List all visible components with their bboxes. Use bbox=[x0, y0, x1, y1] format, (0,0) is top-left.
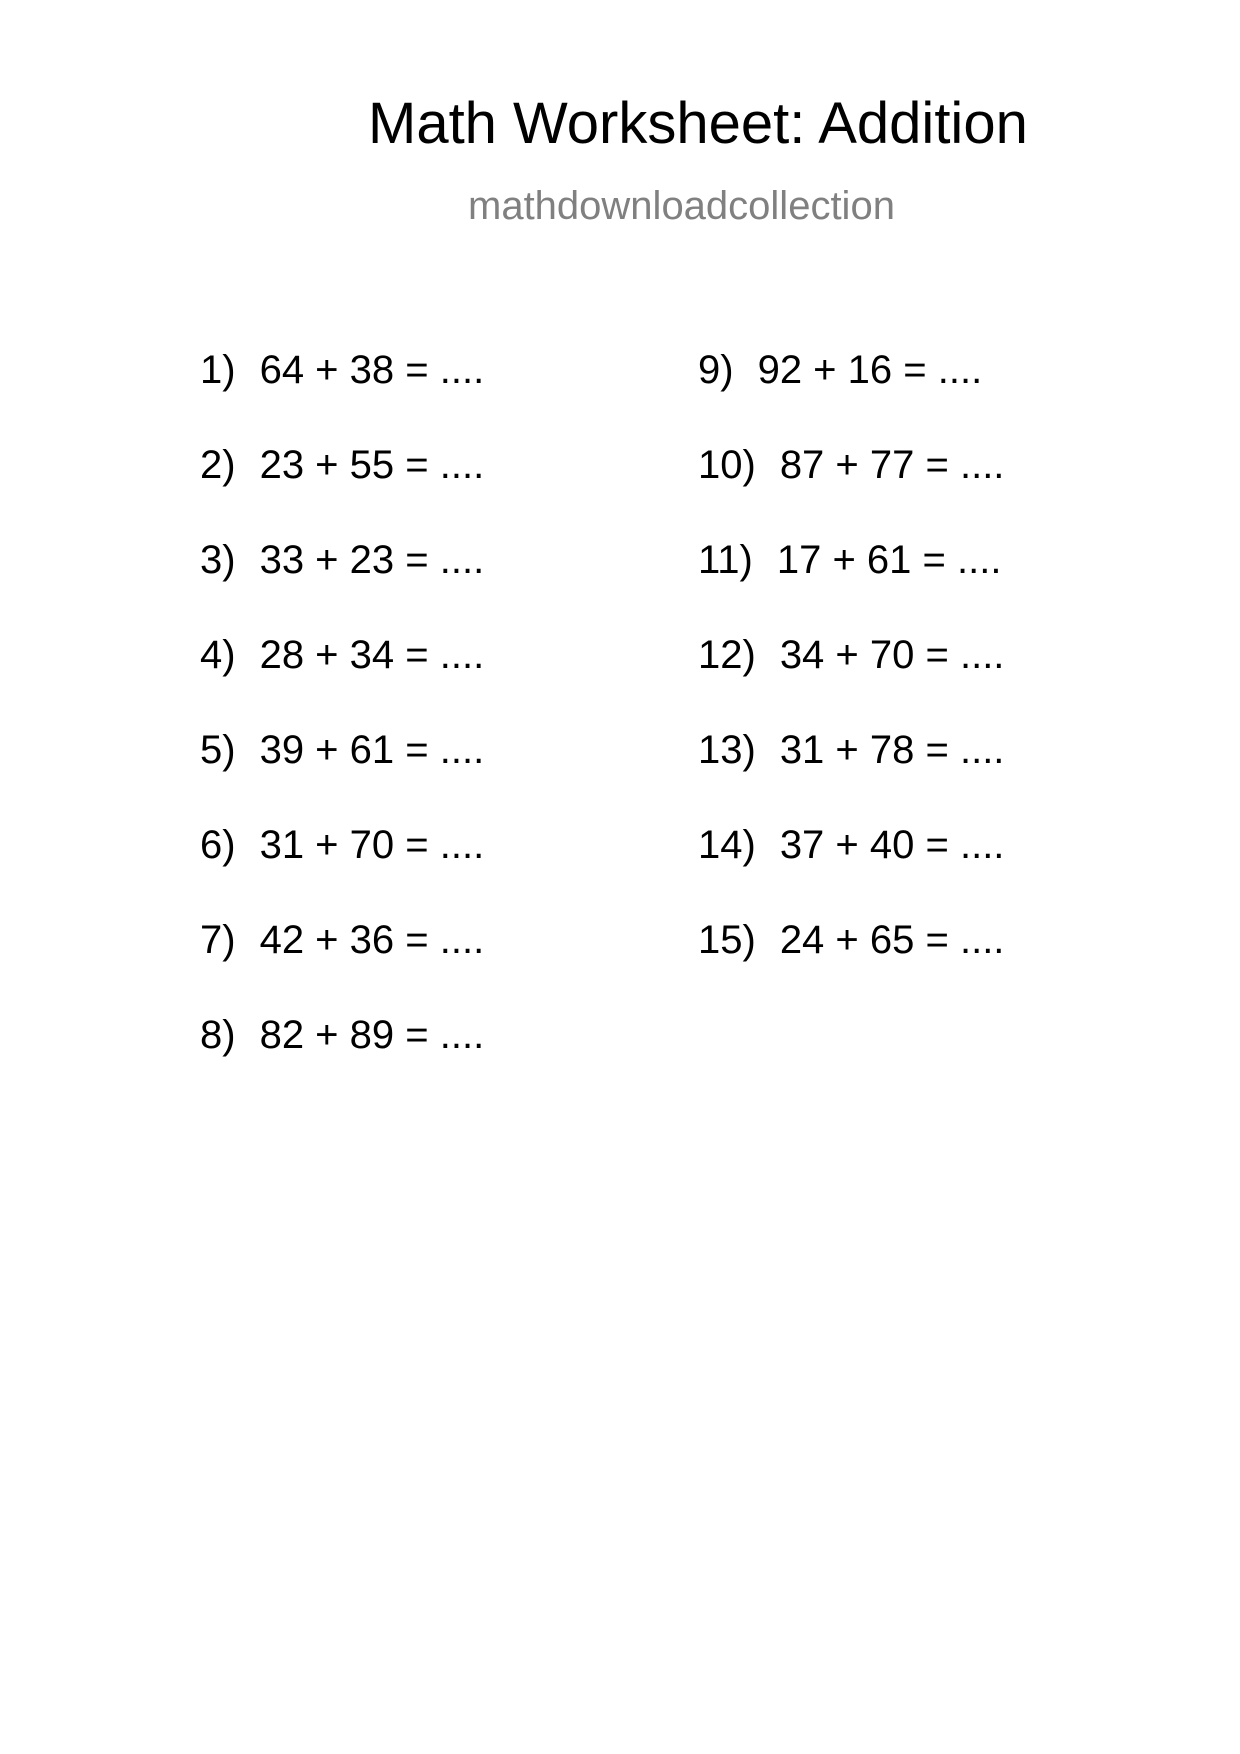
problem-item bbox=[698, 825, 1004, 920]
problem-number: 9) bbox=[698, 348, 734, 392]
problem-item bbox=[200, 350, 484, 445]
problem-item bbox=[200, 1015, 484, 1110]
problem-item bbox=[200, 635, 484, 730]
problem-item bbox=[698, 350, 1004, 445]
problem-number: 1) bbox=[200, 348, 236, 392]
problem-item bbox=[698, 730, 1004, 825]
problem-number: 14) bbox=[698, 823, 756, 867]
problem-number: 5) bbox=[200, 728, 236, 772]
problem-number: 13) bbox=[698, 728, 756, 772]
problem-number: 15) bbox=[698, 918, 756, 962]
problem-column-right bbox=[698, 350, 1004, 1015]
problem-expression: 37 + 40 = .... bbox=[779, 823, 1005, 867]
problem-expression: 31 + 70 = .... bbox=[259, 823, 485, 867]
problem-expression: 64 + 38 = .... bbox=[259, 348, 485, 392]
problem-item bbox=[200, 445, 484, 540]
problem-item bbox=[698, 540, 1004, 635]
worksheet-subtitle: mathdownloadcollection bbox=[468, 184, 895, 228]
problem-number: 2) bbox=[200, 443, 236, 487]
problem-expression: 33 + 23 = .... bbox=[259, 538, 485, 582]
problem-number: 4) bbox=[200, 633, 236, 677]
problem-expression: 42 + 36 = .... bbox=[259, 918, 485, 962]
problem-number: 11) bbox=[698, 538, 753, 582]
problem-item bbox=[200, 825, 484, 920]
problem-item bbox=[200, 540, 484, 635]
problem-column-left bbox=[200, 350, 484, 1110]
problem-expression: 31 + 78 = .... bbox=[779, 728, 1005, 772]
problem-expression: 82 + 89 = .... bbox=[259, 1013, 485, 1057]
problem-expression: 24 + 65 = .... bbox=[779, 918, 1005, 962]
problem-expression: 39 + 61 = .... bbox=[259, 728, 485, 772]
problem-number: 6) bbox=[200, 823, 236, 867]
problem-number: 8) bbox=[200, 1013, 236, 1057]
problem-expression: 23 + 55 = .... bbox=[259, 443, 485, 487]
problem-number: 7) bbox=[200, 918, 236, 962]
problem-expression: 92 + 16 = .... bbox=[757, 348, 983, 392]
problem-item bbox=[698, 920, 1004, 1015]
problem-item bbox=[698, 635, 1004, 730]
problem-item bbox=[698, 445, 1004, 540]
worksheet-title: Math Worksheet: Addition bbox=[368, 91, 1028, 156]
problem-item bbox=[200, 730, 484, 825]
problem-expression: 28 + 34 = .... bbox=[259, 633, 485, 677]
problem-number: 3) bbox=[200, 538, 236, 582]
problem-number: 12) bbox=[698, 633, 756, 677]
problem-expression: 17 + 61 = .... bbox=[776, 538, 1002, 582]
problem-item bbox=[200, 920, 484, 1015]
problem-expression: 34 + 70 = .... bbox=[779, 633, 1005, 677]
problem-number: 10) bbox=[698, 443, 756, 487]
problem-expression: 87 + 77 = .... bbox=[779, 443, 1005, 487]
